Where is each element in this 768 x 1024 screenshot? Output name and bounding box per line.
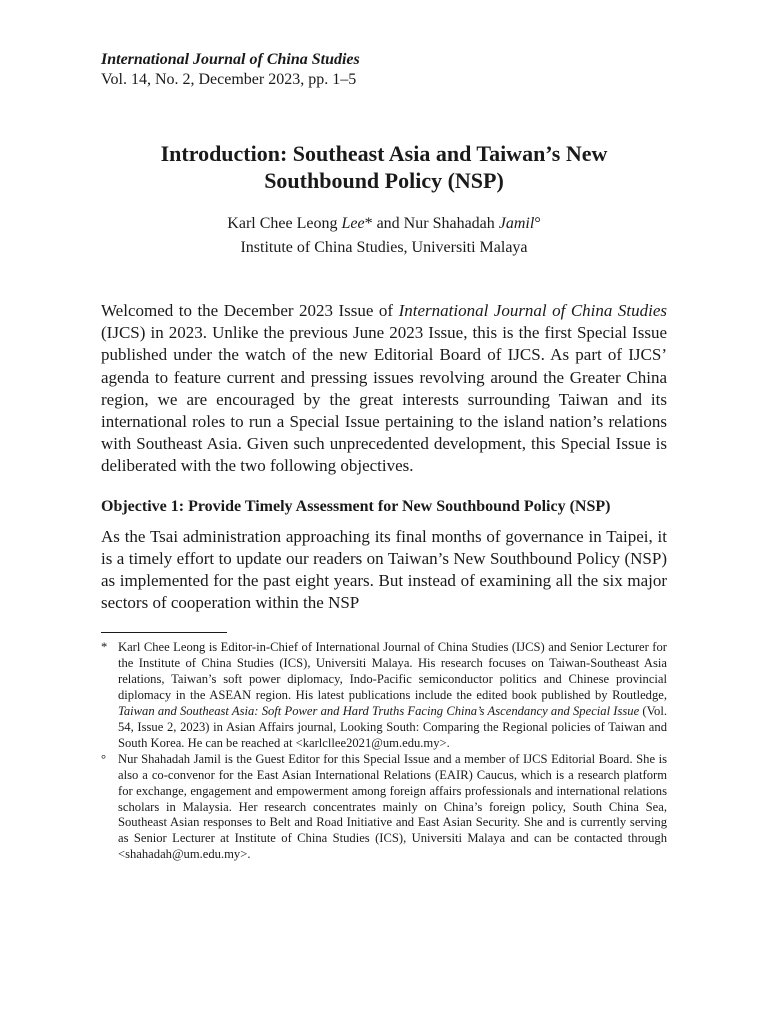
article-title: [101, 140, 667, 194]
title-line-1: Introduction: Southeast Asia and Taiwan’s New: [160, 141, 608, 166]
author-2-family: Jamil: [498, 215, 535, 232]
volume-info: Vol. 14, No. 2, December 2023, pp. 1–5: [101, 71, 357, 88]
footnote-author-1: [101, 640, 667, 751]
intro-paragraph: [101, 300, 667, 478]
journal-name: International Journal of China Studies: [101, 51, 360, 68]
footnote-text: Nur Shahadah Jamil is the Guest Editor for this Special Issue and a member of IJCS Editorial Board. She is also a co-convenor for the East Asian International Relations (EAIR) Caucus, which is a research platform for exchange, engagement and empowerment among foreign affairs professionals and international relations scholars in Malaysia. Her research concentrates mainly on China’s foreign policy, South China Sea, Southeast Asian responses to Belt and Road Initiative and East Asian Security. She and is currently serving as Senior Lecturer at Institute of China Studies (ICS), Universiti Malaya and can be contacted through <shahadah@um.edu.my>.: [118, 751, 667, 862]
author-2-footnote-mark: °: [534, 215, 541, 232]
section-heading-objective-1: Objective 1: Provide Timely Assessment for New Southbound Policy (NSP): [101, 497, 611, 515]
intro-journal-name: International Journal of China Studies: [398, 301, 667, 320]
author-conjunction: and Nur Shahadah: [372, 215, 499, 232]
footnote-book-title: Taiwan and Southeast Asia: Soft Power and Hard Truths Facing China’s Ascendancy and Special Issue: [118, 704, 640, 719]
footnote-mark: °: [101, 751, 107, 766]
title-line-2: Southbound Policy (NSP): [264, 168, 504, 193]
objective-1-paragraph: As the Tsai administration approaching its final months of governance in Taipei, it is a timely effort to update our readers on Taiwan’s New Southbound Policy (NSP) as implemented for the past eight years. But instead of examining all the six major sectors of cooperation within the NSP: [101, 526, 667, 613]
footnote-text: Karl Chee Leong is Editor-in-Chief of International Journal of China Studies (IJCS) and Senior Lecturer for the Institute of China Studies (ICS), Universiti Malaya. His research focuses on Taiwan-Southeast Asia relations, Taiwan’s soft power diplomacy, Indo-Pacific semiconductor politics and Chinese provincial diplomacy in the ASEAN region. His latest publications include the edited book published by Routledge,: [118, 640, 667, 703]
footnote-author-2: [101, 752, 667, 863]
author-block: [101, 212, 667, 260]
intro-text-start: Welcomed to the December 2023 Issue of: [101, 301, 399, 320]
author-1-family: Lee: [341, 215, 365, 232]
intro-text-rest: (IJCS) in 2023. Unlike the previous June 2023 Issue, this is the first Special Issue published under the watch of the new Editorial Board of IJCS. As part of IJCS’ agenda to feature current and pressing issues revolving around the Greater China region, we are encouraged by the great interests surrounding Taiwan and its international roles to run a Special Issue pertaining to the island nation’s relations with Southeast Asia. Given such unprecedented development, this Special Issue is deliberated with the two following objectives.: [101, 323, 667, 476]
author-1-footnote-mark: *: [364, 215, 373, 232]
author-line: [101, 212, 667, 236]
footnote-divider: [101, 632, 227, 633]
affiliation: Institute of China Studies, Universiti Malaya: [240, 239, 528, 256]
footnotes: [101, 640, 667, 863]
footnote-mark: *: [101, 640, 108, 655]
page: [101, 50, 667, 863]
author-1-given: Karl Chee Leong: [227, 215, 342, 232]
footnote-text-end: (Vol. 54, Issue 2, 2023) in Asian Affairs journal, Looking South: Comparing the Regional policies of Taiwan and South Korea. He can be reached at <karlcllee2021@um.edu.my>.: [118, 704, 667, 750]
